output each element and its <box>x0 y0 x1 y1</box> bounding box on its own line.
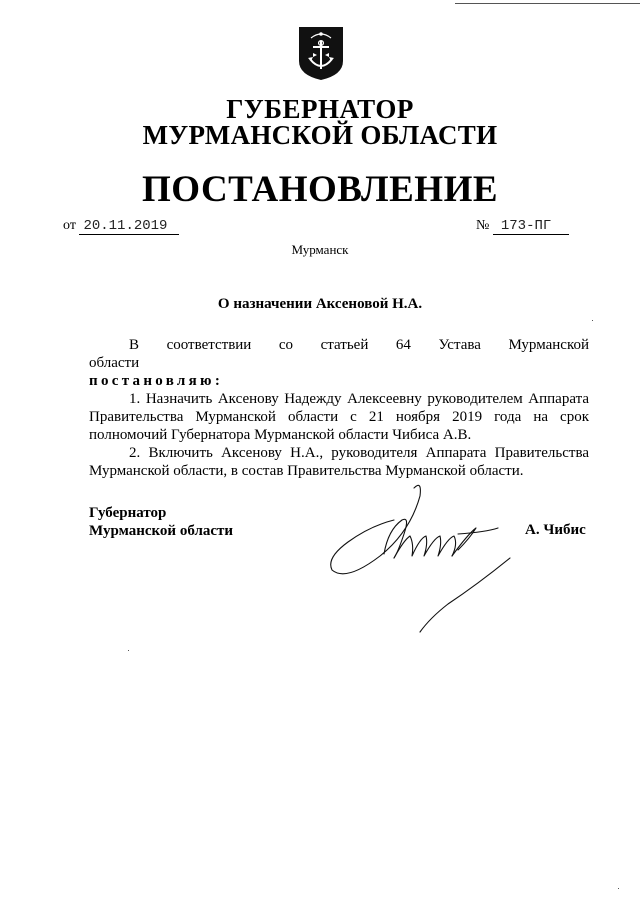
document-body <box>89 336 589 480</box>
scan-speck <box>592 320 593 321</box>
scan-top-rule <box>455 3 640 4</box>
document-type-title: ПОСТАНОВЛЕНИЕ <box>141 169 499 210</box>
murmansk-coat-of-arms-icon <box>297 25 345 81</box>
item-1-paragraph: 1. Назначить Аксенову Надежду Алексеевну руководителем Аппарата Правительства Мурманской области с 21 ноября 2019 года на срок полномочий Губернатора Мурманской области Чибиса А.В. <box>89 391 589 443</box>
intro-paragraph: В соответствии со статьей 64 Устава Мурманской области <box>89 337 589 371</box>
number-prefix-label: № <box>476 218 490 233</box>
document-date-field <box>63 218 179 235</box>
issuer-title-line2: МУРМАНСКОЙ ОБЛАСТИ <box>142 120 498 150</box>
document-date-value: 20.11.2019 <box>79 218 179 235</box>
date-prefix-label: от <box>63 218 76 233</box>
issuer-title-line1: ГУБЕРНАТОР <box>226 94 414 124</box>
scan-speck <box>128 650 129 651</box>
scan-speck <box>618 888 619 889</box>
signatory-title <box>89 504 233 540</box>
signatory-title-line2: Мурманской области <box>89 523 234 539</box>
resolve-line <box>89 372 589 390</box>
document-number-value: 173-ПГ <box>493 218 569 235</box>
city-label: Мурманск <box>291 242 349 257</box>
signatory-name: А. Чибис <box>525 522 586 538</box>
document-number-field <box>476 218 569 235</box>
item-2-paragraph: 2. Включить Аксенову Н.А., руководителя Аппарата Правительства Мурманской области, в состав Правительства Мурманской области. <box>89 445 589 479</box>
resolve-word: постановляю: <box>89 373 224 389</box>
document-subject: О назначении Аксеновой Н.А. <box>217 296 423 312</box>
handwritten-signature <box>318 474 528 636</box>
signatory-title-line1: Губернатор <box>89 505 167 521</box>
